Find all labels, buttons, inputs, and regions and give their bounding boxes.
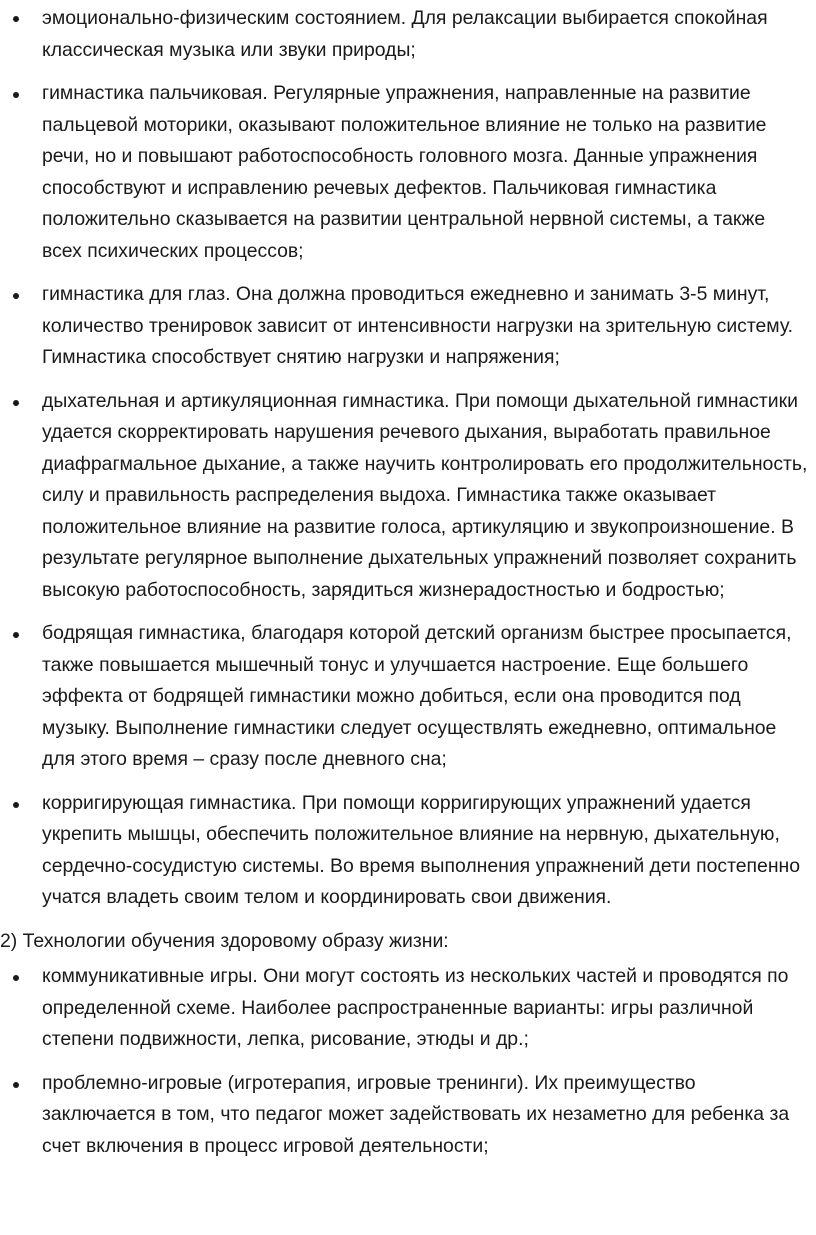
- list-item: дыхательная и артикуляционная гимнастика. При помощи дыхательной гимнастики удается скорректировать нарушения речевого дыхания, выработать правильное диафрагмальное дыхание, а также научить контролировать его продолжительность, силу и правильность распределения выдоха. Гимнастика также оказывает положительное влияние на развитие голоса, артикуляцию и звукопроизношение. В результате регулярное выполнение дыхательных упражнений позволяет сохранить высокую работоспособность, зарядиться жизнерадостностью и бодростью;: [0, 386, 808, 607]
- list-item: гимнастика пальчиковая. Регулярные упражнения, направленные на развитие пальцевой моторики, оказывают положительное влияние не только на развитие речи, но и повышают работоспособность головного мозга. Данные упражнения способствуют и исправлению речевых дефектов. Пальчиковая гимнастика положительно сказывается на развитии центральной нервной системы, а также всех психических процессов;: [0, 78, 808, 267]
- list-item: гимнастика для глаз. Она должна проводиться ежедневно и занимать 3-5 минут, количество тренировок зависит от интенсивности нагрузки на зрительную систему. Гимнастика способствует снятию нагрузки и напряжения;: [0, 279, 808, 374]
- list-item: корригирующая гимнастика. При помощи корригирующих упражнений удается укрепить мышцы, обеспечить положительное влияние на нервную, дыхательную, сердечно-сосудистую системы. Во время выполнения упражнений дети постепенно учатся владеть своим телом и координировать свои движения.: [0, 788, 808, 914]
- gymnastics-list: [0, 3, 808, 914]
- healthy-lifestyle-list: [0, 961, 808, 1162]
- list-item: коммуникативные игры. Они могут состоять из нескольких частей и проводятся по определенной схеме. Наиболее распространенные варианты: игры различной степени подвижности, лепка, рисование, этюды и др.;: [0, 961, 808, 1056]
- list-item: бодрящая гимнастика, благодаря которой детский организм быстрее просыпается, также повышается мышечный тонус и улучшается настроение. Еще большего эффекта от бодрящей гимнастики можно добиться, если она проводится под музыку. Выполнение гимнастики следует осуществлять ежедневно, оптимальное для этого время – сразу после дневного сна;: [0, 618, 808, 776]
- list-item: эмоционально-физическим состоянием. Для релаксации выбирается спокойная классическая музыка или звуки природы;: [0, 3, 808, 66]
- section-heading: 2) Технологии обучения здоровому образу жизни:: [0, 929, 449, 952]
- list-item: проблемно-игровые (игротерапия, игровые тренинги). Их преимущество заключается в том, что педагог может задействовать их незаметно для ребенка за счет включения в процесс игровой деятельности;: [0, 1068, 808, 1163]
